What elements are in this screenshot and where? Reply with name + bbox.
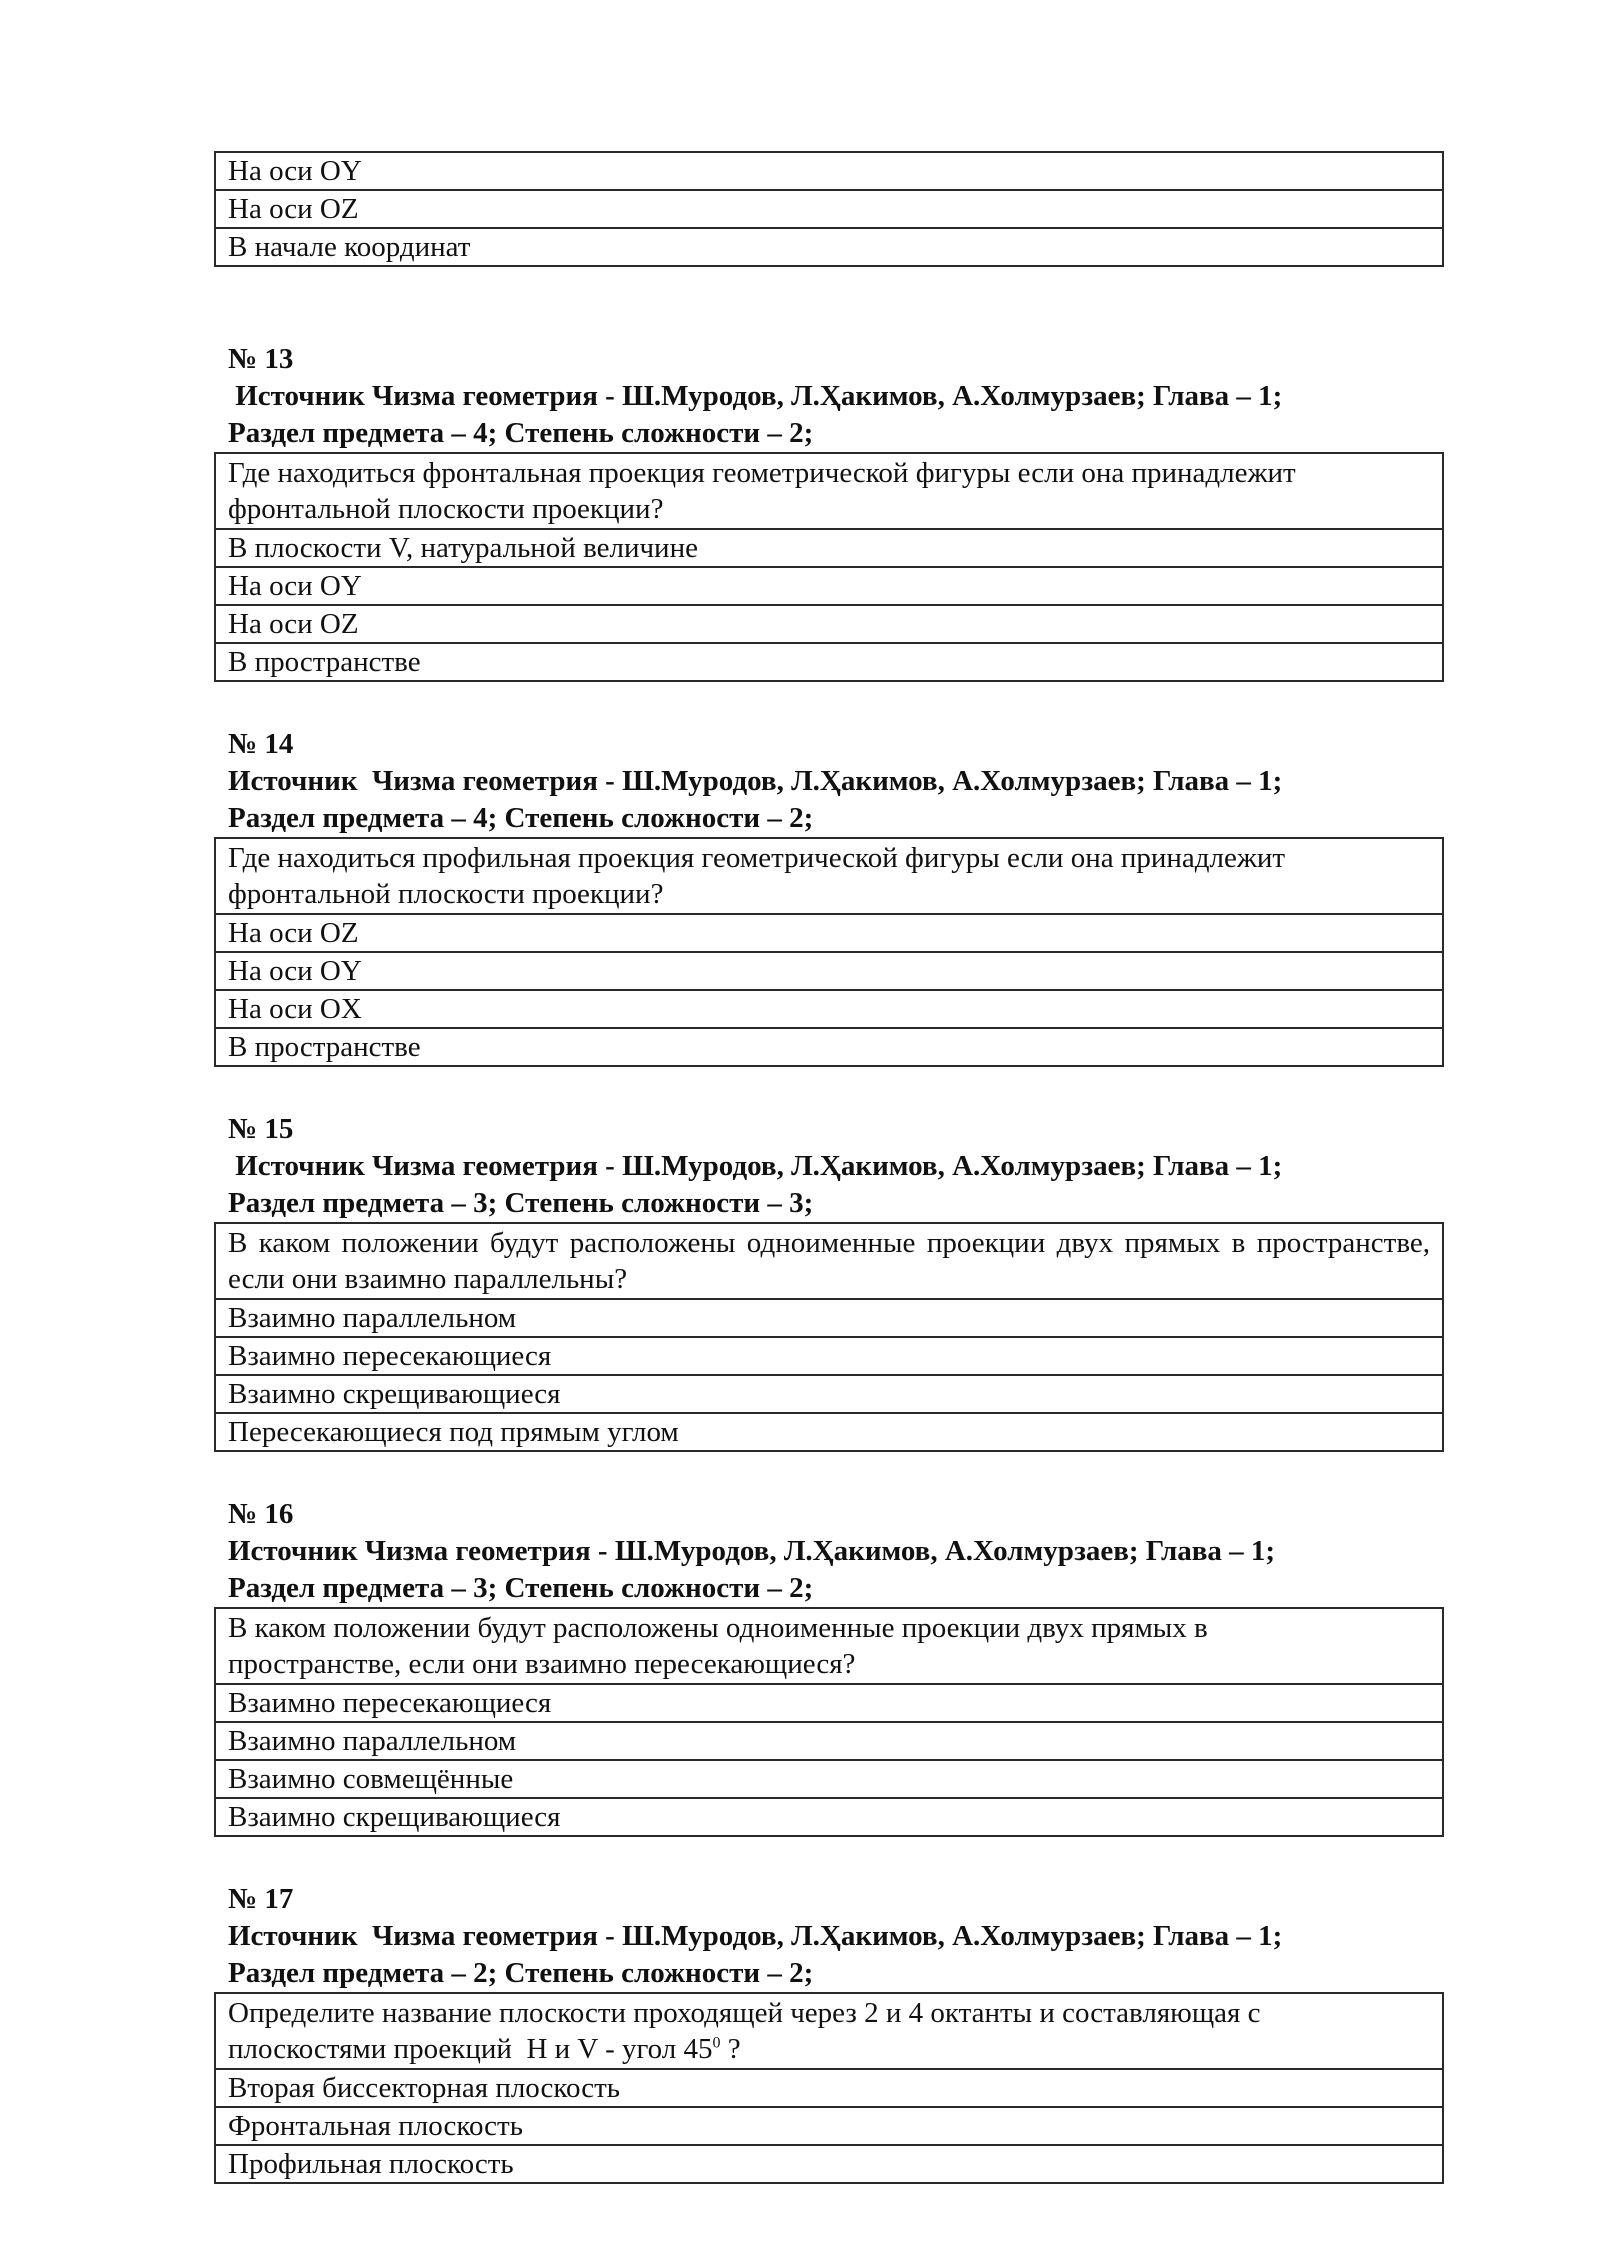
answer-option: Взаимно скрещивающиеся <box>215 1375 1443 1413</box>
question-13 <box>214 341 1444 682</box>
question-source: Источник Чизма геометрия - Ш.Муродов, Л.Ҳакимов, А.Холмурзаев; Глава – 1; <box>228 765 1283 797</box>
answer-option: На оси OZ <box>215 605 1443 643</box>
answer-option: Пересекающиеся под прямым углом <box>215 1413 1443 1451</box>
question-number: № 14 <box>228 728 294 760</box>
question-16 <box>214 1496 1444 1837</box>
answer-option: Взаимно совмещённые <box>215 1760 1443 1798</box>
answer-option: Взаимно параллельном <box>215 1299 1443 1337</box>
answer-option: В пространстве <box>215 1028 1443 1066</box>
question-header <box>214 726 1444 837</box>
question-number: № 13 <box>228 343 294 375</box>
previous-answers-table <box>214 151 1444 267</box>
answer-option: На оси OZ <box>215 914 1443 952</box>
question-source: Источник Чизма геометрия - Ш.Муродов, Л.Ҳакимов, А.Холмурзаев; Глава – 1; <box>228 380 1283 412</box>
question-table <box>214 1222 1444 1452</box>
question-text-line: Определите название плоскости проходящей через 2 и 4 октанты и составляющая с <box>228 1997 1261 2029</box>
question-section: Раздел предмета – 3; Степень сложности – 2; <box>228 1572 814 1604</box>
question-15 <box>214 1111 1444 1452</box>
answer-option: На оси OY <box>215 152 1443 190</box>
answer-option: На оси OY <box>215 567 1443 605</box>
question-header <box>214 1881 1444 1992</box>
question-section: Раздел предмета – 2; Степень сложности – 2; <box>228 1957 814 1989</box>
answer-option: На оси OX <box>215 990 1443 1028</box>
question-source: Источник Чизма геометрия - Ш.Муродов, Л.Ҳакимов, А.Холмурзаев; Глава – 1; <box>228 1920 1283 1952</box>
question-table <box>214 837 1444 1067</box>
answer-option: В плоскости V, натуральной величине <box>215 529 1443 567</box>
answer-option: Взаимно скрещивающиеся <box>215 1798 1443 1836</box>
answer-option: Взаимно пересекающиеся <box>215 1337 1443 1375</box>
question-number: № 17 <box>228 1883 294 1915</box>
answer-option: На оси OY <box>215 952 1443 990</box>
question-text-line: плоскостями проекций H и V - угол 45 <box>228 2033 713 2065</box>
answer-option: Фронтальная плоскость <box>215 2107 1443 2145</box>
question-text-end: ? <box>720 2033 741 2065</box>
document-page <box>214 151 1444 2184</box>
question-source: Источник Чизма геометрия - Ш.Муродов, Л.Ҳакимов, А.Холмурзаев; Глава – 1; <box>228 1150 1283 1182</box>
question-text: Где находиться профильная проекция геометрической фигуры если она принадлежит фронтальной плоскости проекции? <box>215 838 1443 914</box>
question-table <box>214 452 1444 682</box>
answer-option: Вторая биссекторная плоскость <box>215 2069 1443 2107</box>
question-table <box>214 1607 1444 1837</box>
question-number: № 16 <box>228 1498 294 1530</box>
question-header <box>214 1111 1444 1222</box>
answer-option: В начале координат <box>215 228 1443 266</box>
question-text <box>215 1993 1443 2069</box>
question-section: Раздел предмета – 4; Степень сложности – 2; <box>228 802 814 834</box>
question-14 <box>214 726 1444 1067</box>
question-text: Где находиться фронтальная проекция геометрической фигуры если она принадлежит фронтальной плоскости проекции? <box>215 453 1443 529</box>
question-header <box>214 1496 1444 1607</box>
question-number: № 15 <box>228 1113 294 1145</box>
question-table <box>214 1992 1444 2184</box>
question-17 <box>214 1881 1444 2184</box>
degree-superscript: 0 <box>712 2034 721 2052</box>
question-text: В каком положении будут расположены одноименные проекции двух прямых в пространстве, если они взаимно параллельны? <box>215 1223 1443 1299</box>
answer-option: В пространстве <box>215 643 1443 681</box>
answer-option: На оси OZ <box>215 190 1443 228</box>
answer-option: Взаимно пересекающиеся <box>215 1684 1443 1722</box>
question-header <box>214 341 1444 452</box>
question-source: Источник Чизма геометрия - Ш.Муродов, Л.Ҳакимов, А.Холмурзаев; Глава – 1; <box>228 1535 1276 1567</box>
answer-option: Профильная плоскость <box>215 2145 1443 2183</box>
question-section: Раздел предмета – 3; Степень сложности – 3; <box>228 1187 814 1219</box>
answer-option: Взаимно параллельном <box>215 1722 1443 1760</box>
question-text: В каком положении будут расположены одноименные проекции двух прямых в пространстве, если они взаимно пересекающиеся? <box>215 1608 1443 1684</box>
question-section: Раздел предмета – 4; Степень сложности – 2; <box>228 417 814 449</box>
